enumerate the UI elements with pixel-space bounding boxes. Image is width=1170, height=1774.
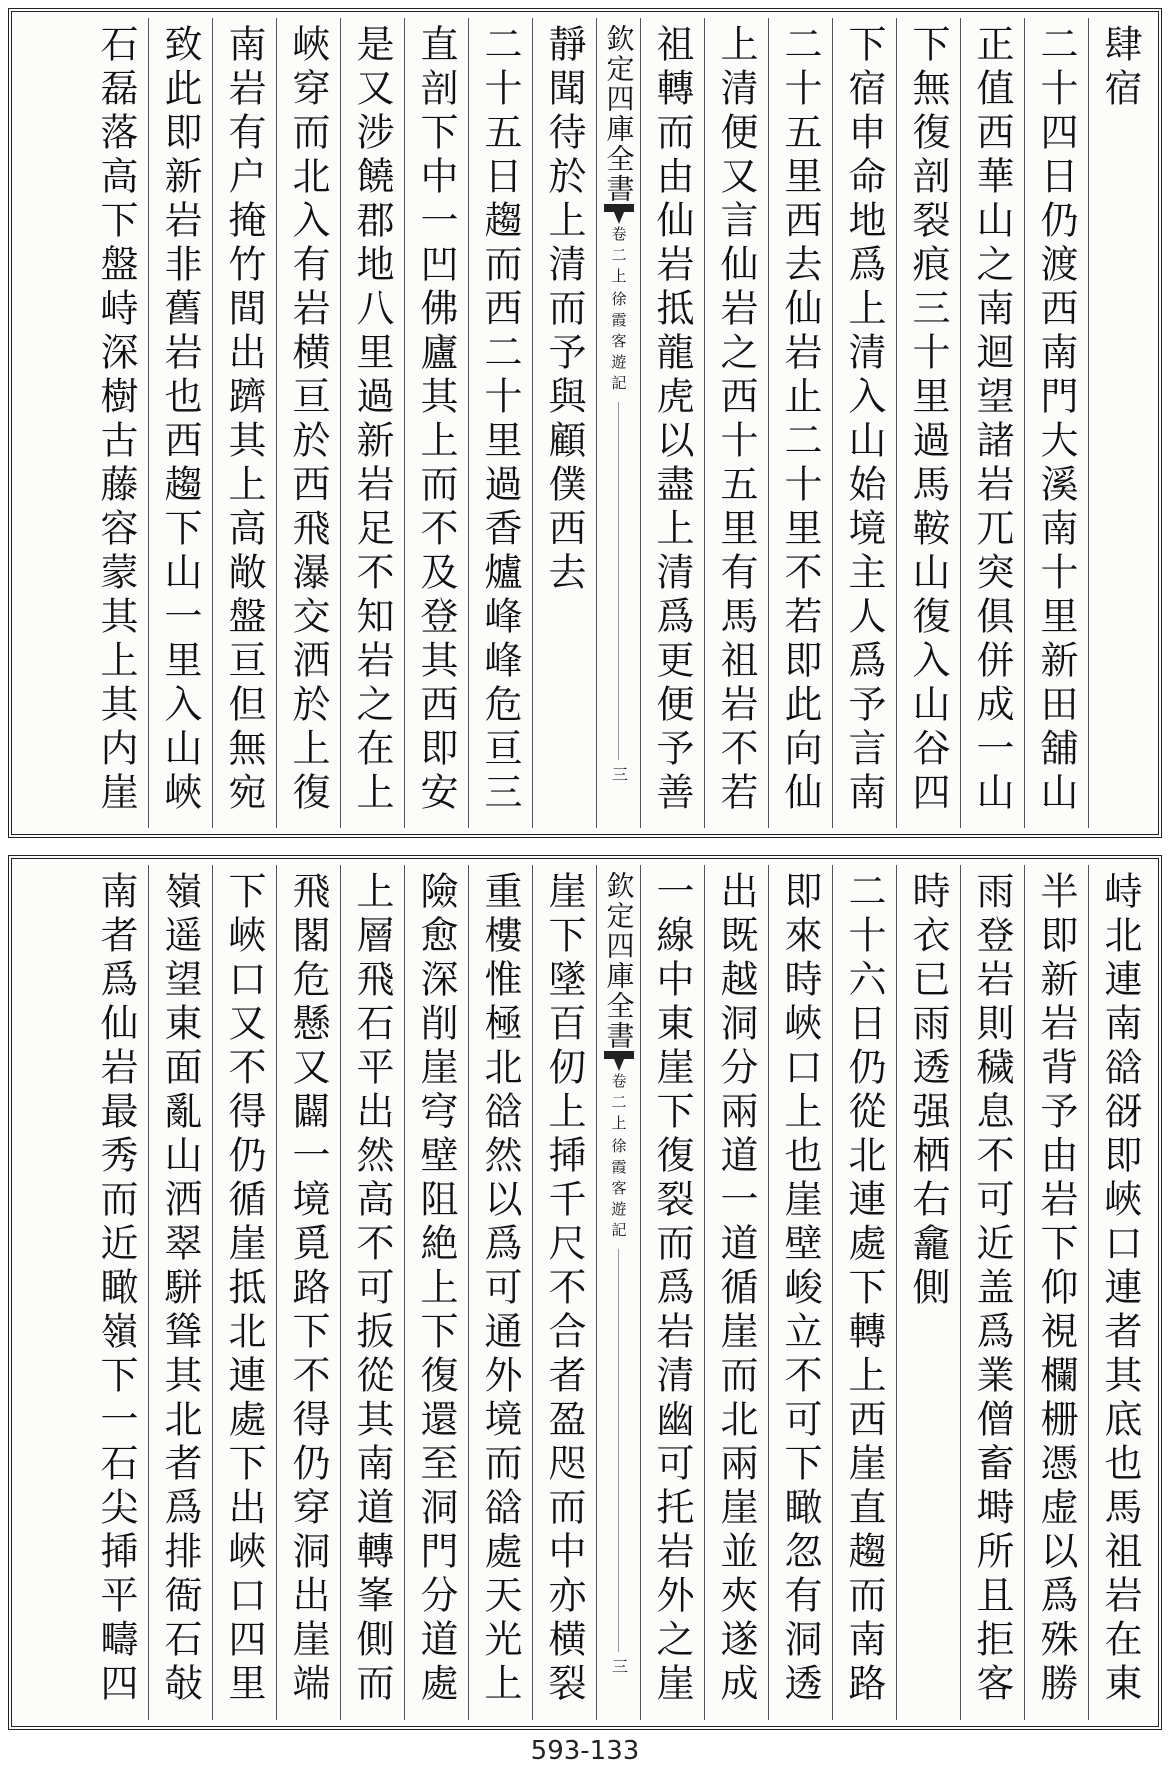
text-column: 出既越洞分兩道一道循崖而北兩崖並夾遂成 <box>704 865 768 1720</box>
fish-tail-mark-icon <box>604 204 634 226</box>
gutter-subtitle <box>610 226 628 396</box>
text-column: 峽穿而北入有岩横亘於西飛瀑交洒於上復 <box>276 18 340 828</box>
gutter-rule <box>618 1249 619 1652</box>
text-column: 正值西華山之南迴望諸岩兀突俱併成一山 <box>960 18 1024 828</box>
text-column: 一線中東崖下復裂而爲岩清幽可托岩外之崖 <box>640 865 704 1720</box>
text-column: 下無復剖裂痕三十里過馬鞍山復入山谷四 <box>896 18 960 828</box>
text-column: 二十四日仍渡西南門大溪南十里新田舖山 <box>1024 18 1088 828</box>
text-column: 二十五里西去仙岩止二十里不若即此向仙 <box>768 18 832 828</box>
text-column: 嶺遥望東面亂山洒翠駢聳其北者爲排衙石敧 <box>148 865 212 1720</box>
text-column: 上層飛石平出然高不可扳從其南道轉峯側而 <box>340 865 404 1720</box>
page-number: 593-133 <box>530 1736 640 1766</box>
gutter-work-title: 徐霞客遊記 <box>609 1138 628 1243</box>
gutter-title: 欽定四庫全書 <box>602 24 636 204</box>
text-column: 肆宿 <box>1088 18 1152 828</box>
text-column: 下宿申命地爲上清入山始境主人爲予言南 <box>832 18 896 828</box>
text-column: 崖下墜百仞上揷千尺不合者盈咫而中亦横裂 <box>532 865 596 1720</box>
text-column: 即來時峽口上也崖壁峻立不可下瞰忽有洞透 <box>768 865 832 1720</box>
text-column: 南岩有户掩竹間出躋其上高敞盤亘但無宛 <box>212 18 276 828</box>
gutter-work-title: 徐霞客遊記 <box>609 291 628 396</box>
text-column: 靜聞待於上清而予與顧僕西去 <box>532 18 596 828</box>
gutter-subtitle <box>610 1073 628 1243</box>
gutter-page-number: 三 <box>609 766 629 788</box>
text-column: 時衣已雨透强栖右龕側 <box>896 865 960 1720</box>
center-gutter <box>596 865 640 1720</box>
text-column: 祖轉而由仙岩抵龍虎以盡上清爲更便予善 <box>640 18 704 828</box>
text-column: 峙北連南谽谺即峽口連者其底也馬祖岩在東 <box>1088 865 1152 1720</box>
text-column: 上清便又言仙岩之西十五里有馬祖岩不若 <box>704 18 768 828</box>
gutter-rule <box>618 402 619 760</box>
center-gutter <box>596 18 640 828</box>
gutter-juan: 卷二上 <box>609 226 628 289</box>
text-column: 二十六日仍從北連處下轉上西崖直趨而南路 <box>832 865 896 1720</box>
text-column: 險愈深削崖穹壁阻絶上下復還至洞門分道處 <box>404 865 468 1720</box>
text-column: 南者爲仙岩最秀而近瞰嶺下一石尖揷平疇四 <box>94 871 138 1707</box>
text-column: 飛閣危懸又闢一境覓路下不得仍穿洞出崖端 <box>276 865 340 1720</box>
text-column: 是又涉饒郡地八里過新岩足不知岩之在上 <box>340 18 404 828</box>
text-column: 直剖下中一凹佛廬其上而不及登其西即安 <box>404 18 468 828</box>
text-column: 下峽口又不得仍循崖抵北連處下出峽口四里 <box>212 865 276 1720</box>
bottom-page-panel <box>8 855 1162 1730</box>
text-column: 重樓惟極北谽然以爲可通外境而谽處天光上 <box>468 865 532 1720</box>
fish-tail-mark-icon <box>604 1051 634 1073</box>
top-page-panel <box>8 8 1162 838</box>
text-column: 半即新岩背予由岩下仰視欄栅憑虚以爲殊勝 <box>1024 865 1088 1720</box>
text-column: 二十五日趨而西二十里過香爐峰峰危亘三 <box>468 18 532 828</box>
text-column: 雨登岩則穢息不可近盖爲業僧畜塒所且拒客 <box>960 865 1024 1720</box>
text-column: 石磊落高下盤峙深樹古藤容蒙其上其内崖 <box>94 24 138 816</box>
gutter-title: 欽定四庫全書 <box>602 871 636 1051</box>
gutter-page-number: 三 <box>609 1658 629 1680</box>
gutter-juan: 卷二上 <box>609 1073 628 1136</box>
text-column: 致此即新岩非舊岩也西趨下山一里入山峽 <box>148 18 212 828</box>
